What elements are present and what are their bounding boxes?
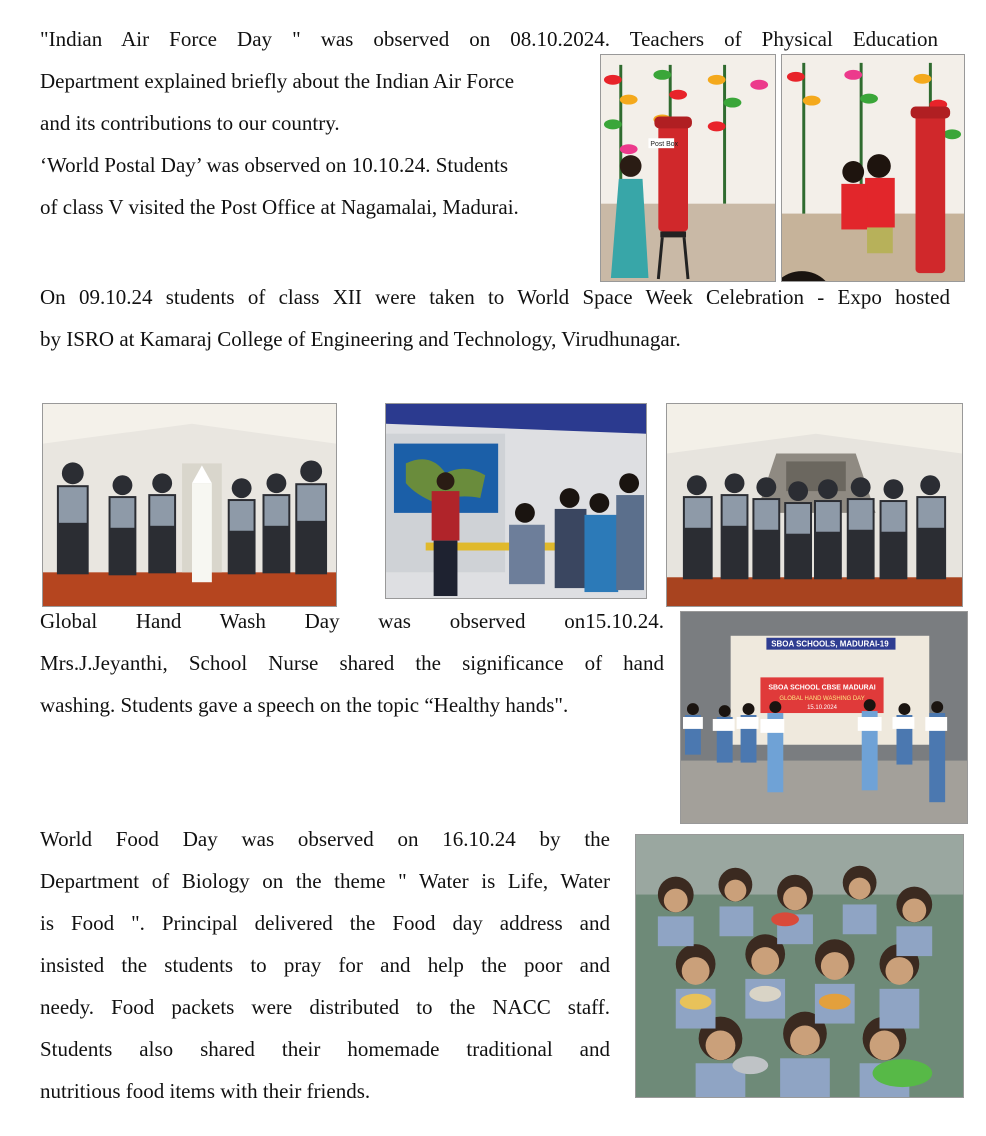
food-line-2: Department of Biology on the theme " Water is Life, Water — [40, 869, 610, 893]
handwash-photo — [680, 611, 968, 824]
handwash-line-3: washing. Students gave a speech on the topic “Healthy hands". — [40, 693, 569, 717]
food-photo — [635, 834, 964, 1098]
space-line-1: On 09.10.24 students of class XII were taken to World Space Week Celebration - Expo hosted — [40, 285, 950, 309]
space-line-2: by ISRO at Kamaraj College of Engineering and Technology, Virudhunagar. — [40, 327, 681, 351]
airforce-line-3: and its contributions to our country. — [40, 111, 340, 135]
postal-line-2: of class V visited the Post Office at Nagamalai, Madurai. — [40, 195, 519, 219]
postbox-sign: Post Box — [650, 141, 679, 149]
food-line-1: World Food Day was observed on 16.10.24 by the — [40, 827, 610, 851]
handwash-school-banner: SBOA SCHOOLS, MADURAI-19 — [771, 639, 889, 649]
food-line-6: Students also shared their homemade traditional and — [40, 1037, 610, 1061]
handwash-line-2: Mrs.J.Jeyanthi, School Nurse shared the significance of hand — [40, 651, 664, 675]
postal-paragraph — [40, 144, 588, 228]
handwash-banner-title2: GLOBAL HAND WASHING DAY — [779, 696, 865, 703]
postal-photo-1 — [600, 54, 776, 282]
handwash-line-1: Global Hand Wash Day was observed on15.10.24. — [40, 609, 664, 633]
handwash-banner-title1: SBOA SCHOOL CBSE MADURAI — [768, 684, 876, 692]
airforce-line-2: Department explained briefly about the Indian Air Force — [40, 69, 515, 93]
space-paragraph — [40, 276, 950, 360]
food-line-5: needy. Food packets were distributed to the NACC staff. — [40, 995, 610, 1019]
food-paragraph — [40, 818, 610, 1112]
food-line-3: is Food ". Principal delivered the Food day address and — [40, 911, 610, 935]
airforce-paragraph-cont — [40, 60, 588, 144]
food-line-7: nutritious food items with their friends. — [40, 1079, 371, 1103]
space-photo-2 — [385, 403, 647, 599]
airforce-line-1: "Indian Air Force Day " was observed on 08.10.2024. Teachers of Physical Education — [40, 27, 938, 51]
postal-line-1: ‘World Postal Day’ was observed on 10.10.24. Students — [40, 153, 509, 177]
space-photo-3 — [666, 403, 963, 607]
handwash-paragraph — [40, 600, 664, 726]
postal-photo-2 — [781, 54, 965, 282]
handwash-banner-date: 15.10.2024 — [807, 705, 837, 712]
space-photo-1 — [42, 403, 337, 607]
food-line-4: insisted the students to pray for and help the poor and — [40, 953, 610, 977]
